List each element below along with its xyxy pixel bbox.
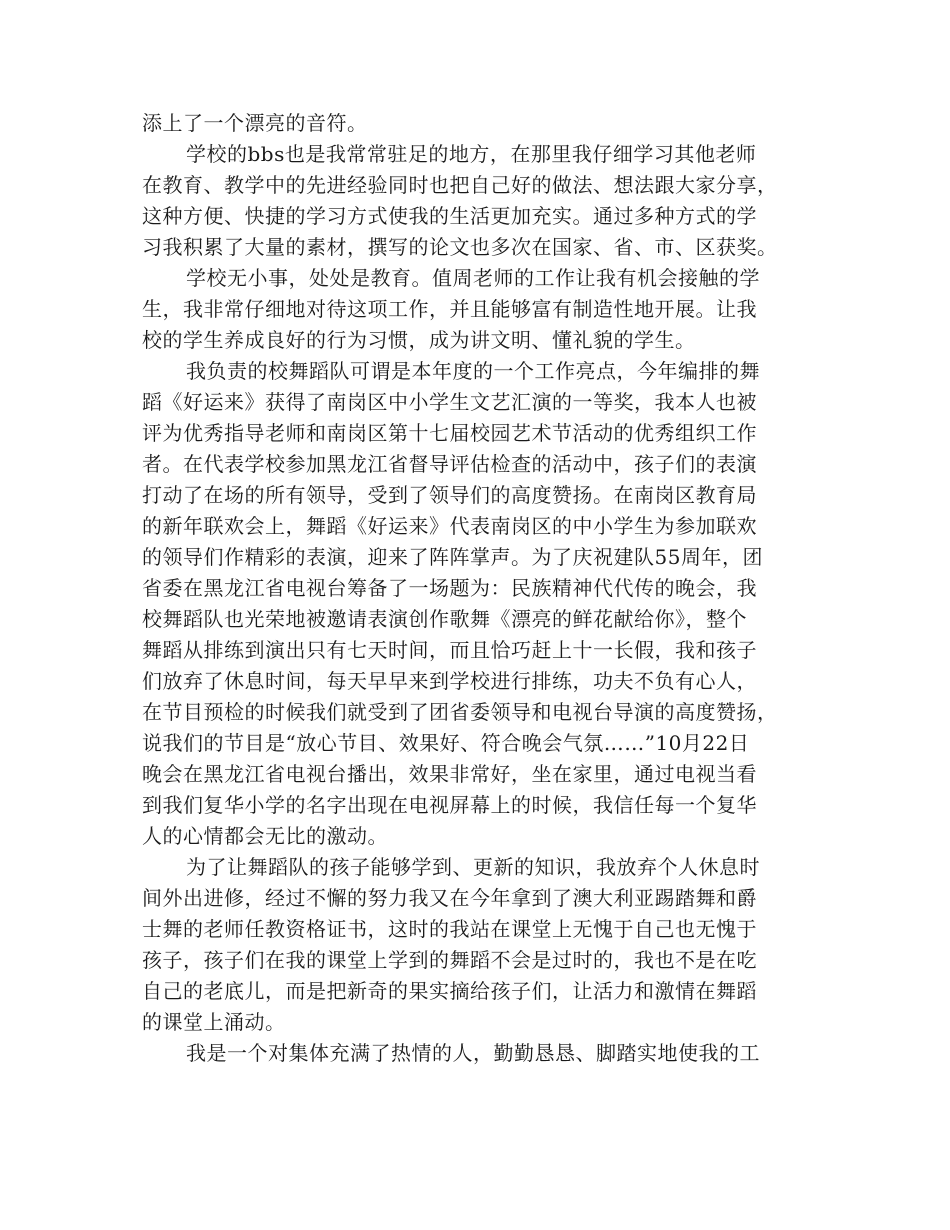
text-line: 学校的bbs也是我常常驻足的地方，在那里我仔细学习其他老师	[186, 142, 757, 166]
text-line: 我是一个对集体充满了热情的人，勤勤恳恳、脚踏实地使我的工	[186, 1041, 760, 1065]
text-line: 添上了一个漂亮的音符。	[142, 111, 368, 135]
text-line: 在节目预检的时候我们就受到了团省委领导和电视台导演的高度赞扬，	[142, 700, 778, 724]
text-line: 舞蹈从排练到演出只有七天时间，而且恰巧赶上十一长假，我和孩子	[142, 638, 757, 662]
text-line: 说我们的节目是“放心节目、效果好、符合晚会气氛……”10月22日	[142, 731, 750, 755]
text-line: 到我们复华小学的名字出现在电视屏幕上的时候，我信任每一个复华	[142, 793, 757, 817]
text-line: 们放弃了休息时间，每天早早来到学校进行排练，功夫不负有心人，	[142, 669, 757, 693]
text-line: 打动了在场的所有领导，受到了领导们的高度赞扬。在南岗区教育局	[142, 483, 757, 507]
text-line: 自己的老底儿，而是把新奇的果实摘给孩子们，让活力和激情在舞蹈	[142, 979, 757, 1003]
text-line: 晚会在黑龙江省电视台播出，效果非常好，坐在家里，通过电视当看	[142, 762, 757, 786]
text-line: 的领导们作精彩的表演，迎来了阵阵掌声。为了庆祝建队55周年，团	[142, 545, 763, 569]
text-line: 孩子，孩子们在我的课堂上学到的舞蹈不会是过时的，我也不是在吃	[142, 948, 757, 972]
text-line: 人的心情都会无比的激动。	[142, 824, 388, 848]
text-line: 我负责的校舞蹈队可谓是本年度的一个工作亮点，今年编排的舞	[186, 359, 760, 383]
text-line: 蹈《好运来》获得了南岗区中小学生文艺汇演的一等奖，我本人也被	[142, 390, 757, 414]
text-line: 习我积累了大量的素材，撰写的论文也多次在国家、省、市、区获奖。	[142, 235, 778, 259]
text-line: 生，我非常仔细地对待这项工作，并且能够富有制造性地开展。让我	[142, 297, 757, 321]
text-line: 士舞的老师任教资格证书，这时的我站在课堂上无愧于自己也无愧于	[142, 917, 757, 941]
text-line: 的课堂上涌动。	[142, 1010, 286, 1034]
text-line: 省委在黑龙江省电视台筹备了一场题为：民族精神代代传的晚会，我	[142, 576, 757, 600]
text-line: 者。在代表学校参加黑龙江省督导评估检查的活动中，孩子们的表演	[142, 452, 757, 476]
text-line: 的新年联欢会上，舞蹈《好运来》代表南岗区的中小学生为参加联欢	[142, 514, 757, 538]
text-line: 这种方便、快捷的学习方式使我的生活更加充实。通过多种方式的学	[142, 204, 757, 228]
text-line: 校舞蹈队也光荣地被邀请表演创作歌舞《漂亮的鲜花献给你》，整个	[142, 607, 747, 631]
text-line: 为了让舞蹈队的孩子能够学到、更新的知识，我放弃个人休息时	[186, 855, 760, 879]
text-line: 学校无小事，处处是教育。值周老师的工作让我有机会接触的学	[186, 266, 760, 290]
document-body	[142, 108, 812, 1069]
text-line: 校的学生养成良好的行为习惯，成为讲文明、懂礼貌的学生。	[142, 328, 696, 352]
text-line: 评为优秀指导老师和南岗区第十七届校园艺术节活动的优秀组织工作	[142, 421, 757, 445]
text-line: 间外出进修，经过不懈的努力我又在今年拿到了澳大利亚踢踏舞和爵	[142, 886, 757, 910]
text-line: 在教育、教学中的先进经验同时也把自己好的做法、想法跟大家分享，	[142, 173, 778, 197]
